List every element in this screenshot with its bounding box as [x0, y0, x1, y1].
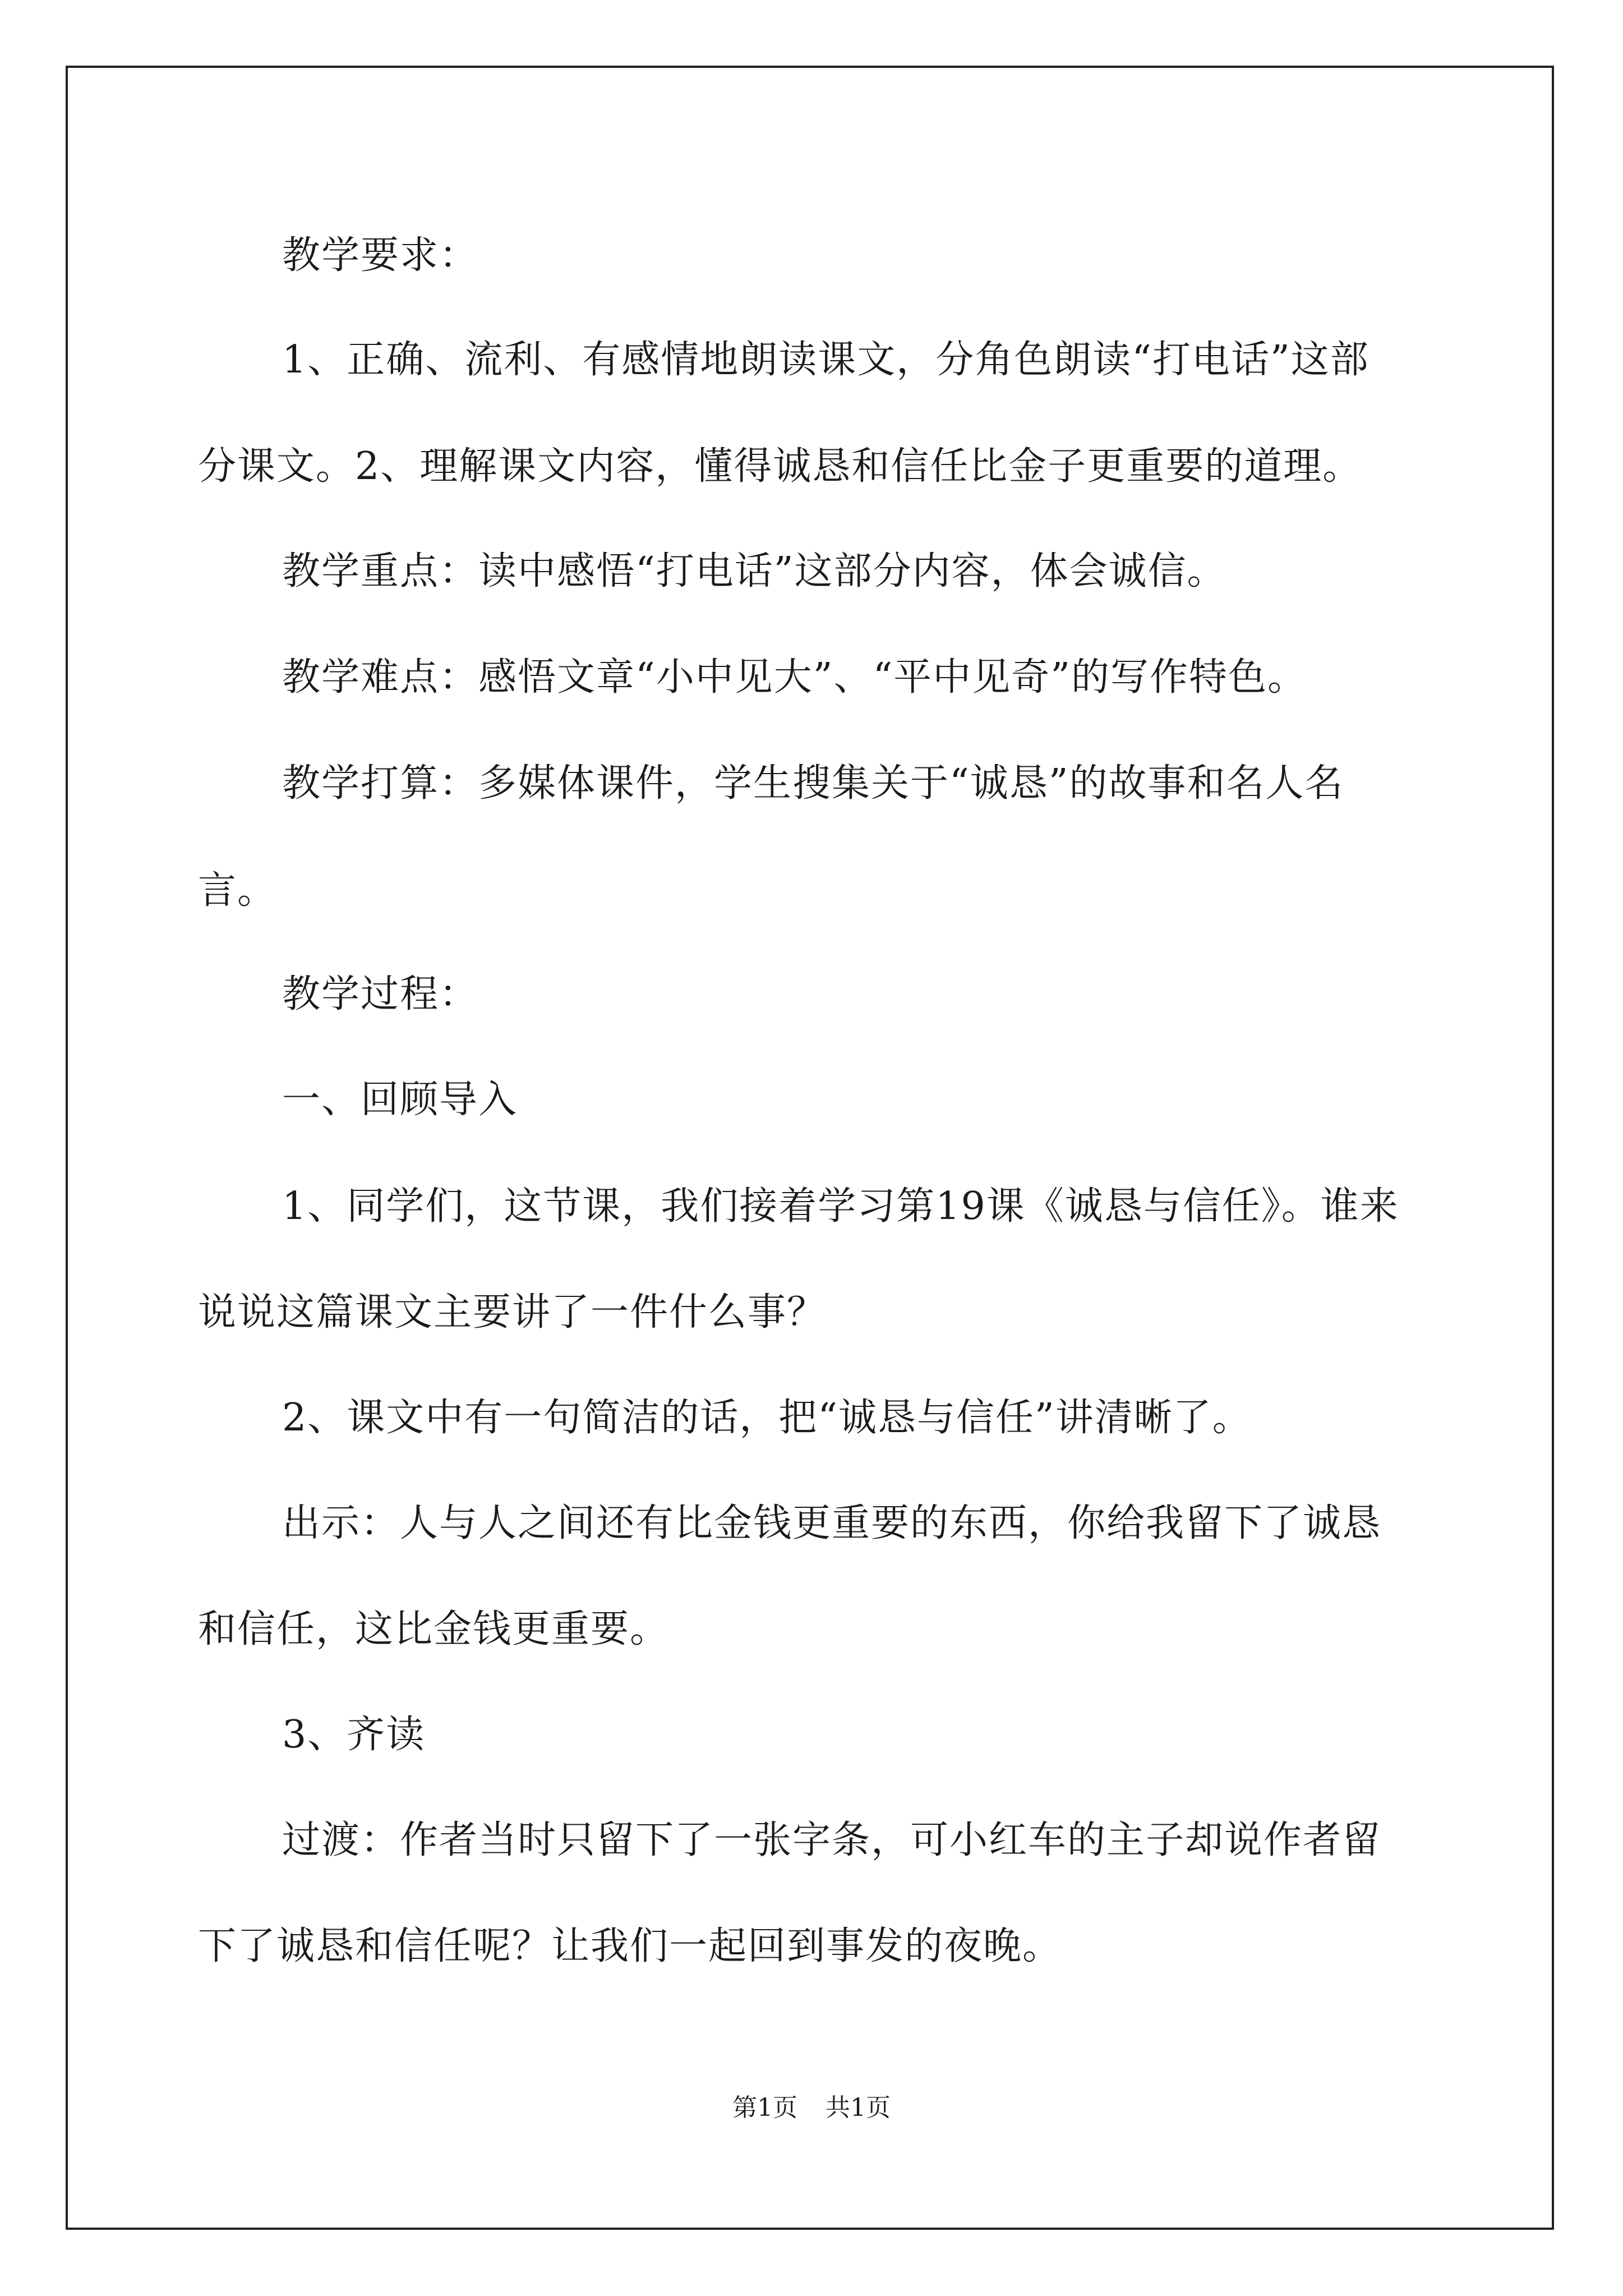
paragraph-line: 1、正确、流利、有感情地朗读课文，分角色朗读“打电话”这部 — [282, 338, 1370, 382]
paragraph-line: 言。 — [198, 868, 277, 913]
page-border — [66, 66, 1554, 2230]
section-heading-review: 一、回顾导入 — [282, 1078, 518, 1122]
paragraph-line: 教学打算：多媒体课件，学生搜集关于“诚恳”的故事和名人名 — [282, 761, 1344, 806]
paragraph-line: 下了诚恳和信任呢？让我们一起回到事发的夜晚。 — [198, 1924, 1062, 1968]
paragraph-line: 过渡：作者当时只留下了一张字条，可小红车的主子却说作者留 — [282, 1818, 1382, 1862]
paragraph-line: 出示：人与人之间还有比金钱更重要的东西，你给我留下了诚恳 — [282, 1501, 1382, 1545]
paragraph-line: 分课文。2、理解课文内容，懂得诚恳和信任比金子更重要的道理。 — [198, 444, 1362, 489]
paragraph-line: 教学难点：感悟文章“小中见大”、“平中见奇”的写作特色。 — [282, 655, 1307, 700]
page-number: 第1页 — [732, 2093, 797, 2122]
paragraph-line: 和信任，这比金钱更重要。 — [198, 1607, 670, 1651]
section-heading-process: 教学过程： — [282, 972, 479, 1016]
paragraph-line: 1、同学们，这节课，我们接着学习第19课《诚恳与信任》。谁来 — [282, 1184, 1399, 1228]
paragraph-line: 说说这篇课文主要讲了一件什么事？ — [198, 1290, 827, 1335]
paragraph-line: 教学重点：读中感悟“打电话”这部分内容，体会诚信。 — [282, 549, 1227, 593]
page-total: 共1页 — [826, 2093, 891, 2122]
paragraph-line: 2、课文中有一句简洁的话，把“诚恳与信任”讲清晰了。 — [282, 1396, 1252, 1440]
paragraph-line: 3、齐读 — [282, 1713, 426, 1757]
section-heading-requirements: 教学要求： — [282, 233, 479, 278]
page-footer — [0, 2091, 1623, 2125]
